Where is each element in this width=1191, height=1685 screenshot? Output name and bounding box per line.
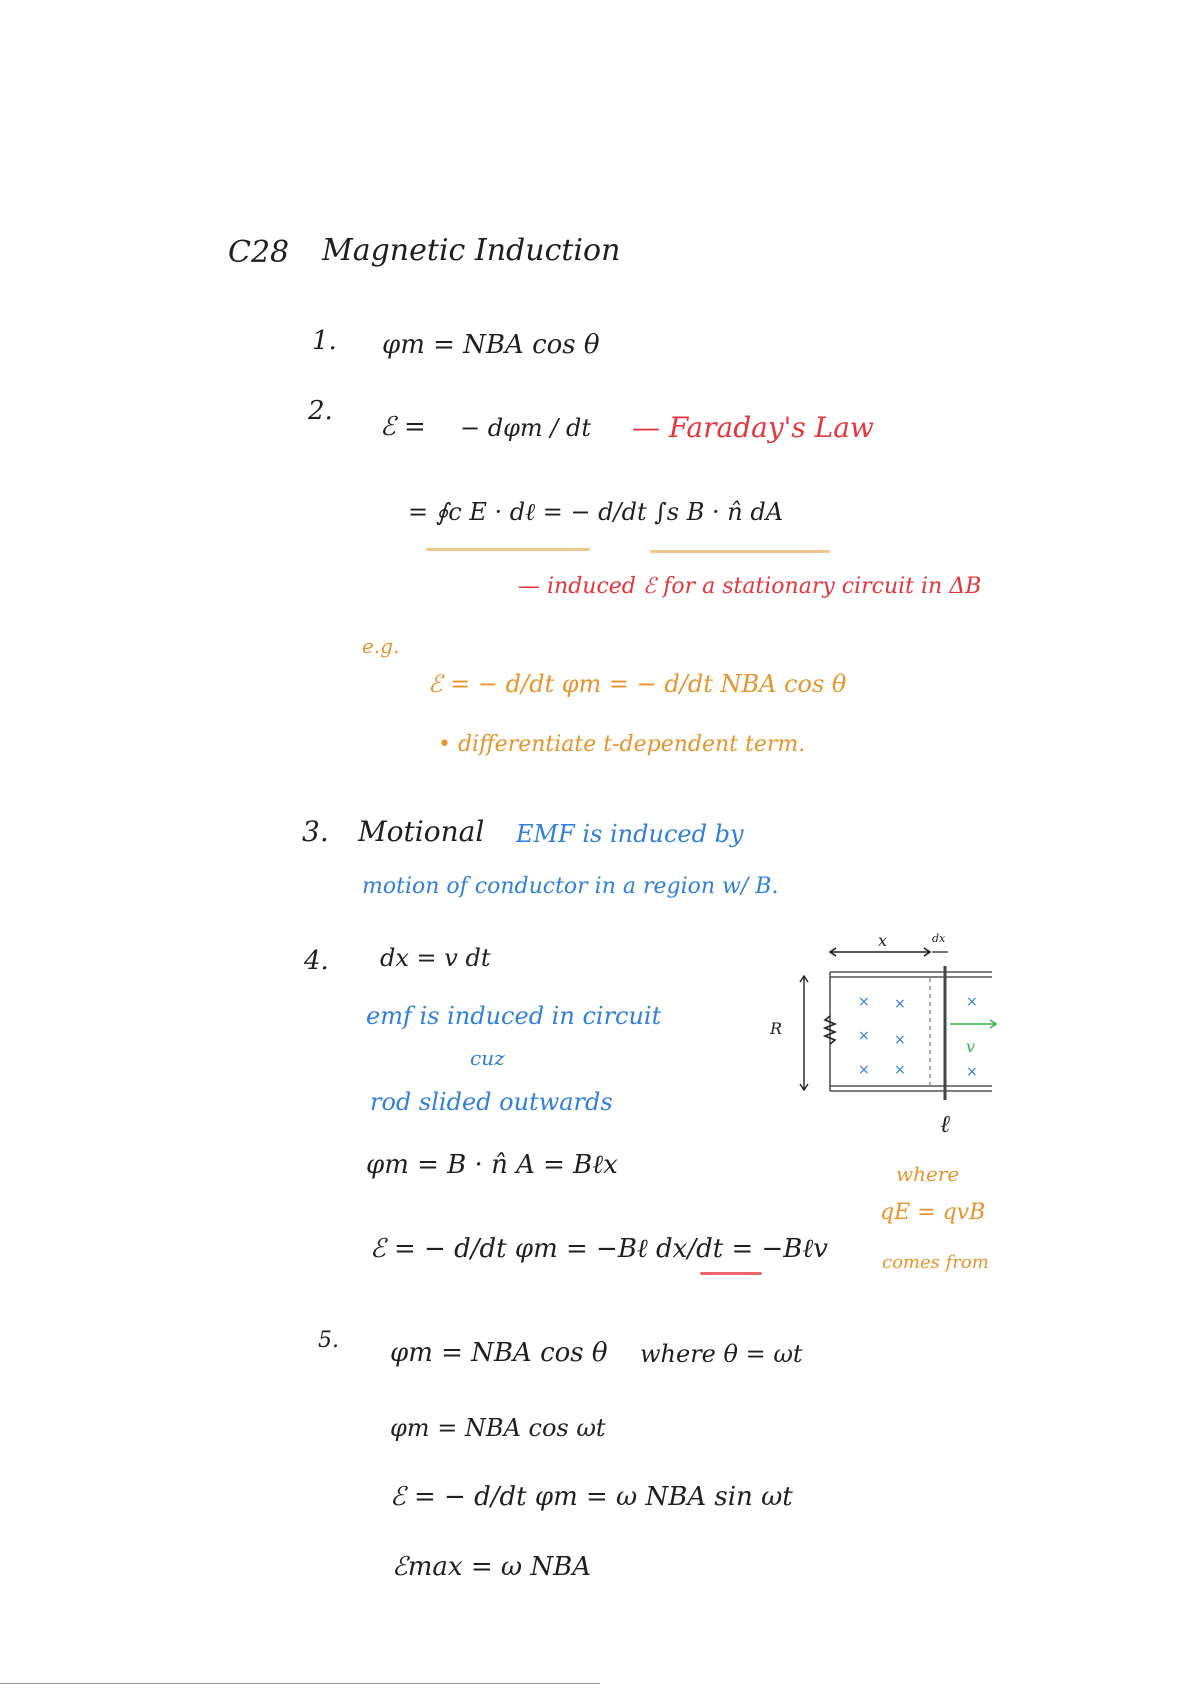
field-mark: × [966, 994, 978, 1010]
item-2-emf-lhs: ℰ = [380, 412, 426, 442]
item-4-flux: φm = B · n̂ A = Bℓx [366, 1150, 618, 1180]
eg-bullet-note: • differentiate t-dependent term. [438, 732, 806, 757]
sliding-rod-diagram [770, 920, 1010, 1160]
title-code: C28 [228, 235, 290, 270]
v-label: v [966, 1037, 976, 1056]
title-text: Magnetic Induction [322, 233, 621, 268]
eg-label: e.g. [362, 634, 400, 658]
item-2-integral-form: = ∮c E · dℓ = − d/dt ∫s B · n̂ dA [408, 498, 784, 526]
item-4-number: 4. [304, 946, 329, 976]
field-mark: × [894, 1062, 906, 1078]
dx-label: dx [932, 932, 946, 945]
item-3-number: 3. [302, 815, 329, 848]
motional-emf-line-2: motion of conductor in a region w/ B. [362, 874, 779, 899]
ell-label: ℓ [940, 1110, 950, 1138]
field-mark: × [858, 994, 870, 1010]
item-4-note-3: rod slided outwards [370, 1088, 613, 1116]
induced-emf-note: — induced ℰ for a stationary circuit in ΔB [518, 574, 982, 599]
page-bottom-rule [0, 1683, 600, 1684]
item-2-number: 2. [308, 396, 333, 426]
highlight-line-integral [426, 548, 590, 551]
field-mark: × [966, 1064, 978, 1080]
field-mark: × [894, 1032, 906, 1048]
item-5-emf-max: ℰmax = ω NBA [392, 1552, 591, 1582]
item-5-emf: ℰ = − d/dt φm = ω NBA sin ωt [390, 1482, 793, 1512]
R-label: R [770, 1019, 783, 1038]
motional-word: Motional [358, 815, 485, 848]
motional-emf-line-1: EMF is induced by [516, 820, 744, 848]
item-5-flux-cos: φm = NBA cos ωt [390, 1414, 606, 1442]
item-5-flux: φm = NBA cos θ [390, 1338, 608, 1368]
highlight-surface-integral [650, 550, 830, 553]
dx-equation: dx = v dt [380, 944, 491, 972]
faradays-law-note: — Faraday's Law [632, 411, 874, 444]
side-note-force-balance: qE = qvB [880, 1200, 986, 1225]
item-5-where: where θ = ωt [640, 1340, 803, 1368]
field-mark: × [858, 1028, 870, 1044]
field-mark: × [894, 996, 906, 1012]
item-5-number: 5. [318, 1328, 339, 1353]
item-4-emf: ℰ = − d/dt φm = −Bℓ dx/dt = −Bℓv [370, 1234, 828, 1264]
item-4-note-2: cuz [470, 1046, 505, 1070]
item-4-note-1: emf is induced in circuit [366, 1002, 662, 1030]
item-1-number: 1. [312, 326, 337, 356]
result-underline [700, 1272, 762, 1275]
item-2-emf-rhs: − dφm / dt [460, 414, 592, 442]
x-label: x [878, 931, 888, 950]
side-note-where: where [896, 1162, 960, 1186]
eg-equation: ℰ = − d/dt φm = − d/dt NBA cos θ [428, 670, 847, 698]
field-mark: × [858, 1062, 870, 1078]
side-note-comes-from: comes from [882, 1252, 989, 1273]
item-1-flux: φm = NBA cos θ [382, 330, 600, 360]
